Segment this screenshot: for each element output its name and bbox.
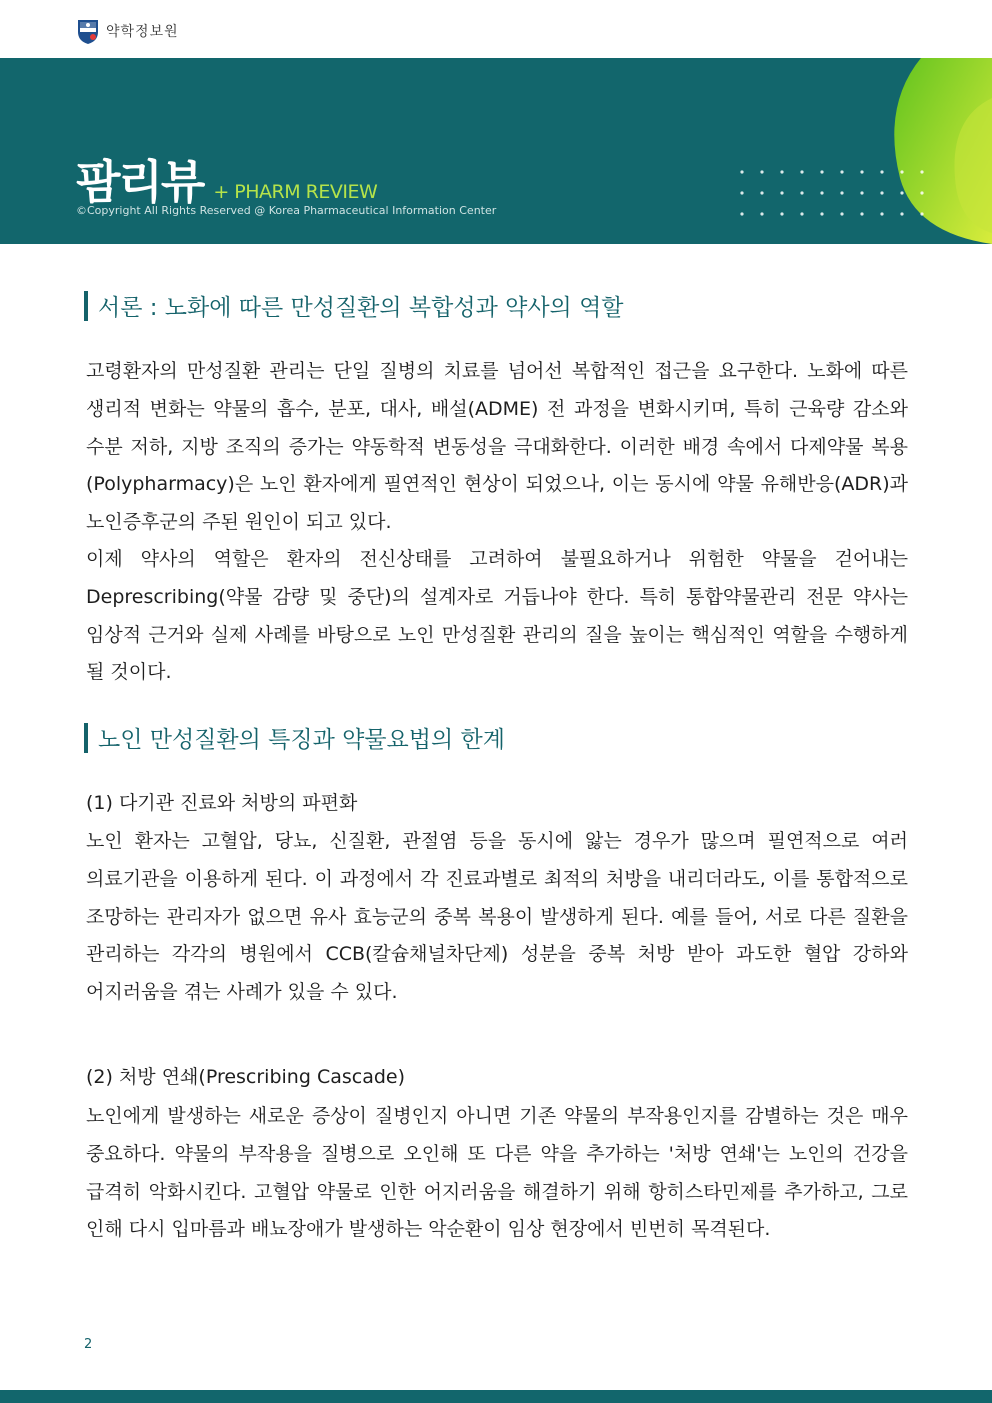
logo-text: 약학정보원 bbox=[106, 24, 179, 40]
subsection-title: (2) 처방 연쇄(Prescribing Cascade) bbox=[86, 1066, 406, 1088]
footer-bar bbox=[0, 1390, 992, 1403]
copyright-notice: ©Copyright All Rights Reserved @ Korea Pharmaceutical Information Center bbox=[76, 204, 497, 217]
paragraph: 이제 약사의 역할은 환자의 전신상태를 고려하여 불필요하거나 위험한 약물을 걷어내는 Deprescribing(약물 감량 및 중단)의 설계자로 거듭나야 한다. 특히 통합약물관리 전문 약사는 임상적 근거와 실제 사례를 바탕으로 노인 만성질환 관리의 질을 높이는 핵심적인 역할을 수행하게 될 것이다. bbox=[86, 548, 908, 684]
heading-bar bbox=[84, 291, 88, 321]
section-heading-chronic-disease bbox=[84, 721, 505, 754]
brand-subtitle: + PHARM REVIEW bbox=[213, 181, 378, 203]
heading-bar bbox=[84, 723, 88, 753]
pharmacy-info-emblem-icon bbox=[76, 17, 100, 45]
section-heading-text: 서론 : 노화에 따른 만성질환의 복합성과 약사의 역할 bbox=[98, 295, 624, 321]
brand bbox=[76, 146, 377, 212]
top-bar bbox=[0, 0, 992, 58]
paragraph: 노인에게 발생하는 새로운 증상이 질병인지 아니면 기존 약물의 부작용인지를 감별하는 것은 매우 중요하다. 약물의 부작용을 질병으로 오인해 또 다른 약을 추가하는 '처방 연쇄'는 노인의 건강을 급격히 악화시킨다. 고혈압 약물로 인한 어지러움을 해결하기 위해 항히스타민제를 추가하고, 그로 인해 다시 입마름과 배뇨장애가 발생하는 악순환이 임상 현장에서 빈번히 목격된다. bbox=[86, 1105, 908, 1241]
paragraph: 노인 환자는 고혈압, 당뇨, 신질환, 관절염 등을 동시에 앓는 경우가 많으며 필연적으로 여러 의료기관을 이용하게 된다. 이 과정에서 각 진료과별로 최적의 처방을 내리더라도, 이를 통합적으로 조망하는 관리자가 없으면 유사 효능군의 중복 복용이 발생하게 된다. 예를 들어, 서로 다른 질환을 관리하는 각각의 병원에서 CCB(칼슘채널차단제) 성분을 중복 처방 받아 과도한 혈압 강하와 어지러움을 겪는 사례가 있을 수 있다. bbox=[86, 830, 908, 1004]
page-number: 2 bbox=[84, 1337, 93, 1352]
paragraph: 고령환자의 만성질환 관리는 단일 질병의 치료를 넘어선 복합적인 접근을 요구한다. 노화에 따른 생리적 변화는 약물의 흡수, 분포, 대사, 배설(ADME) 전 과정을 변화시키며, 특히 근육량 감소와 수분 저하, 지방 조직의 증가는 약동학적 변동성을 극대화한다. 이러한 배경 속에서 다제약물 복용(Polypharmacy)은 노인 환자에게 필연적인 현상이 되었으나, 이는 동시에 약물 유해반응(ADR)과 노인증후군의 주된 원인이 되고 있다. bbox=[86, 360, 908, 534]
brand-title: 팜리뷰 bbox=[76, 155, 204, 209]
subsection-title: (1) 다기관 진료와 처방의 파편화 bbox=[86, 792, 358, 814]
header-banner bbox=[0, 58, 992, 244]
logo bbox=[76, 17, 179, 45]
section-heading-introduction bbox=[84, 289, 624, 322]
section-heading-text: 노인 만성질환의 특징과 약물요법의 한계 bbox=[98, 727, 505, 753]
